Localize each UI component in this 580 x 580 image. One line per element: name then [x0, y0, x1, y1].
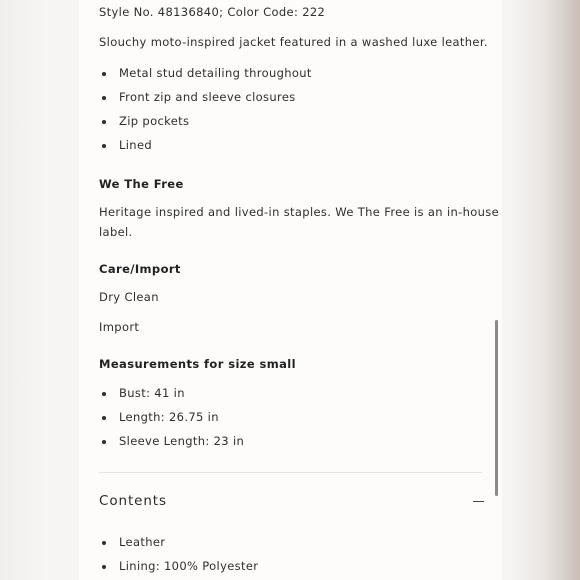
brand-text-line: label. — [99, 225, 133, 239]
bullet-icon — [102, 144, 106, 148]
bullet-icon — [102, 416, 106, 420]
measurements-heading: Measurements for size small — [99, 357, 296, 371]
care-heading: Care/Import — [99, 262, 181, 276]
list-item: Sleeve Length: 23 in — [99, 434, 482, 450]
scrollbar-thumb[interactable] — [495, 320, 498, 496]
contents-title: Contents — [99, 493, 167, 509]
bullet-icon — [102, 392, 106, 396]
bullet-icon — [102, 120, 106, 124]
list-item: Bust: 41 in — [99, 386, 482, 402]
brand-text-line: Heritage inspired and lived-in staples. We The Free is an in-house — [99, 205, 500, 219]
product-summary: Slouchy moto-inspired jacket featured in a washed luxe leather. — [99, 35, 488, 49]
style-number: Style No. 48136840; Color Code: 222 — [99, 5, 326, 19]
bullet-icon — [102, 72, 106, 76]
section-divider — [99, 472, 482, 473]
bullet-icon — [102, 565, 106, 569]
bullet-icon — [102, 541, 106, 545]
list-item: Length: 26.75 in — [99, 410, 482, 426]
list-item: Front zip and sleeve closures — [99, 90, 482, 106]
brand-heading: We The Free — [99, 177, 184, 191]
origin-text: Import — [99, 320, 140, 334]
list-item: Zip pockets — [99, 114, 482, 130]
collapse-minus-icon[interactable] — [473, 501, 484, 502]
bullet-icon — [102, 96, 106, 100]
care-instructions: Dry Clean — [99, 290, 159, 304]
bullet-icon — [102, 440, 106, 444]
contents-accordion-header[interactable] — [99, 490, 482, 512]
list-item: Lining: 100% Polyester — [99, 559, 482, 575]
list-item: Leather — [99, 535, 482, 551]
list-item: Metal stud detailing throughout — [99, 66, 482, 82]
list-item: Lined — [99, 138, 482, 154]
product-details-panel — [79, 0, 502, 580]
